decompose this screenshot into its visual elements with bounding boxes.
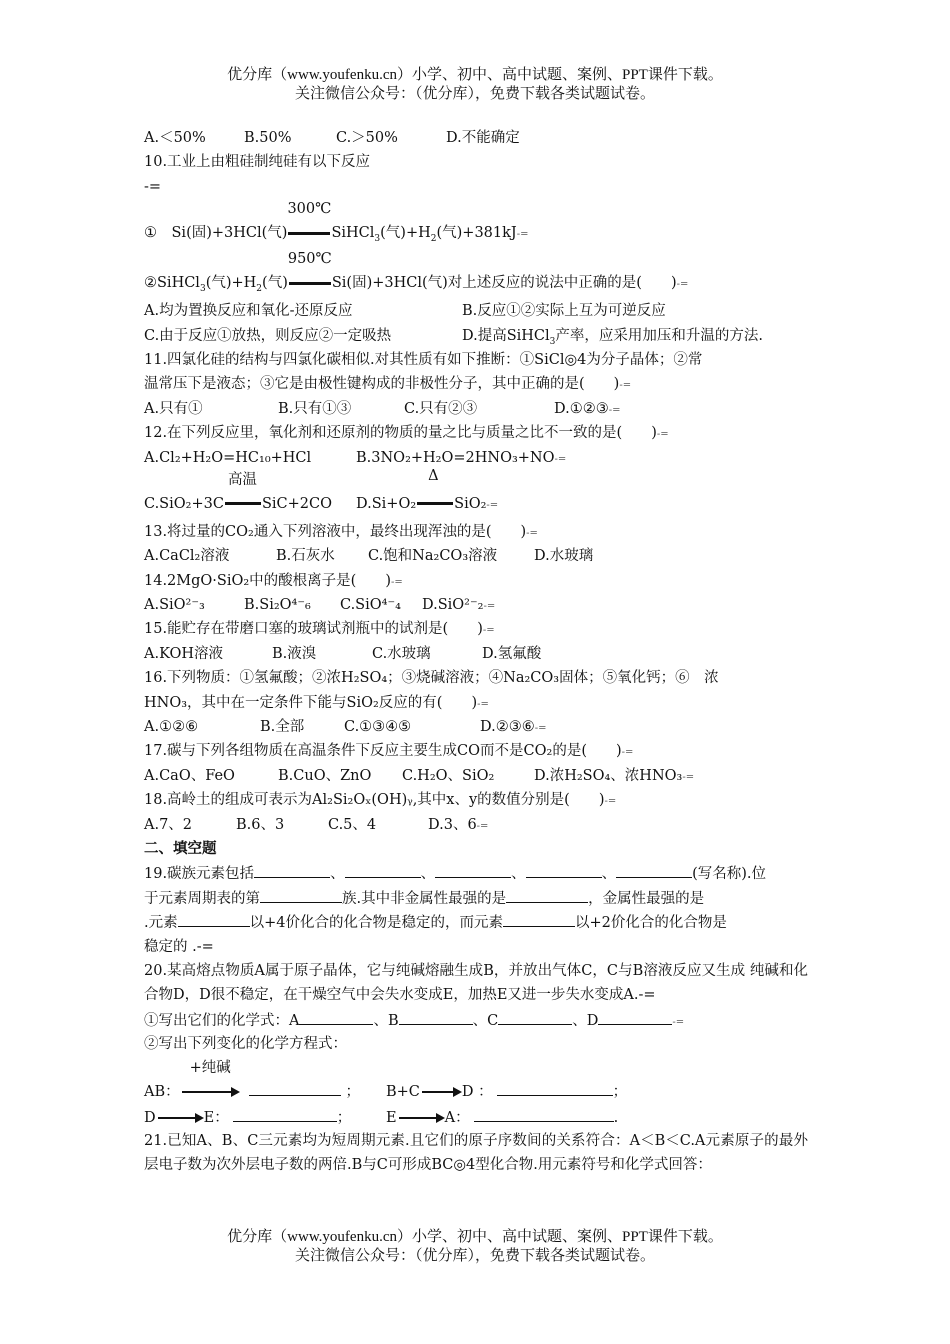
q14-stem-line bbox=[144, 569, 808, 593]
q19-blank-7[interactable] bbox=[506, 886, 588, 903]
q17-option-d: D.浓H₂SO₄、浓HNO₃ bbox=[534, 767, 683, 784]
q10-option-d-a: D.提高SiHCl bbox=[462, 327, 550, 344]
q9-option-a: A.＜50% bbox=[144, 130, 206, 146]
header-line-1: 优分库（www.youfenku.cn）小学、初中、高中试题、案例、PPT课件下载。 bbox=[227, 67, 723, 83]
q15-option-a: A.KOH溶液 bbox=[144, 645, 224, 662]
q10-r2-condition bbox=[287, 251, 332, 295]
q20-eq-row-2 bbox=[144, 1105, 808, 1129]
q10-reaction-2: ②SiHCl$_3$(气)$+H_2$(气) 950℃ Si(固)+3HCl(气)对上述反应的说法中正确的是( )-= bbox=[144, 271, 808, 299]
q17-option-a: A.CaO、FeO bbox=[144, 767, 235, 784]
arrow-right-icon bbox=[182, 1091, 238, 1093]
q9-options bbox=[144, 126, 808, 150]
q13-end: -= bbox=[526, 527, 538, 539]
q20-sub1-end: -= bbox=[672, 1016, 685, 1028]
equal-sign-icon bbox=[417, 502, 453, 505]
q19-text-1: 19.碳族元素包括 bbox=[144, 866, 255, 883]
q20-blank-ea[interactable] bbox=[474, 1105, 614, 1122]
equal-sign-icon bbox=[225, 502, 261, 505]
q12-option-d-a: D.Si+O₂ bbox=[356, 495, 417, 512]
q20-sub1-c: 、C bbox=[472, 1012, 499, 1029]
q10-r2-right: Si(固)+3HCl(气)对上述反应的说法中正确的是( ) bbox=[331, 275, 677, 292]
page-header bbox=[0, 66, 950, 104]
q18-option-b: B.6、3 bbox=[236, 816, 285, 833]
q19-blank-2[interactable] bbox=[345, 861, 421, 878]
q11-options bbox=[144, 397, 808, 421]
q14-option-b: B.Si₂O⁴⁻₆ bbox=[244, 597, 311, 614]
q9-option-c: C.＞50% bbox=[336, 130, 398, 146]
q20-de-right: E： bbox=[203, 1109, 229, 1126]
q10-r2-left-b: (气)+H bbox=[205, 275, 257, 292]
q20-ab-label: AB： bbox=[144, 1083, 180, 1100]
q15-option-b: B.液溴 bbox=[272, 645, 317, 662]
q20-bc-left: B+C bbox=[386, 1083, 420, 1100]
q10-r1-left: ① Si(固)+3HCl(气) bbox=[144, 225, 288, 242]
q21-text: 21.已知A、B、C三元素均为短周期元素.且它们的原子序数间的关系符合：A＜B＜C.A元素原子的最外层电子数为次外层电子数的两倍.B与C可形成BC◎4型化合物.用元素符号和化学式回答： bbox=[144, 1132, 808, 1174]
q17-option-c: C.H₂O、SiO₂ bbox=[402, 767, 495, 784]
q20-eq-row-1 bbox=[144, 1059, 808, 1105]
q16-option-d: D.②③⑥ bbox=[480, 719, 535, 736]
q10-option-b: B.反应①②实际上互为可逆反应 bbox=[462, 303, 666, 320]
q9-option-b: B.50% bbox=[244, 130, 292, 146]
q16-line-1: 16.下列物质：①氢氟酸；②浓H₂SO₄；③烧碱溶液；④Na₂CO₃固体；⑤氧化钙；⑥ 浓 bbox=[144, 670, 719, 687]
q17-end: -= bbox=[621, 747, 634, 759]
q20-semicolon: ； bbox=[612, 1083, 628, 1100]
q10-cond-300: 300℃ bbox=[287, 201, 332, 218]
q11-options-end: -= bbox=[608, 404, 621, 416]
q19-blank-3[interactable] bbox=[435, 861, 511, 878]
q17-option-b: B.CuO、ZnO bbox=[278, 767, 372, 784]
q12-ab-end: -= bbox=[554, 453, 567, 465]
q19-sep: 、 bbox=[511, 866, 526, 883]
q20-eq-ab bbox=[144, 1059, 386, 1104]
q14-option-c: C.SiO⁴⁻₄ bbox=[340, 597, 401, 614]
q20-blank-c[interactable] bbox=[498, 1008, 572, 1025]
q20-cond-soda: +纯碱 bbox=[189, 1059, 231, 1076]
q14-end: -= bbox=[391, 576, 403, 588]
q20-period: . bbox=[613, 1109, 619, 1126]
q20-blank-ab[interactable] bbox=[249, 1079, 341, 1096]
q19-line-2 bbox=[144, 886, 808, 910]
q11-line-1: 11.四氯化硅的结构与四氯化碳相似.对其性质有如下推断：①SiCl◎4为分子晶体；②常 bbox=[144, 351, 703, 368]
question-content bbox=[144, 126, 808, 1178]
q20-ea-right: A： bbox=[444, 1109, 470, 1126]
q10-r1-right-b: (气)+H bbox=[380, 225, 431, 242]
q19-text-10: .-= bbox=[192, 938, 214, 955]
q15-option-d: D.氢氟酸 bbox=[482, 645, 542, 662]
q20-sub-1 bbox=[144, 1008, 808, 1032]
q10-mark: -= bbox=[144, 178, 162, 195]
q15-option-c: C.水玻璃 bbox=[372, 645, 431, 662]
q10-r1-condition bbox=[287, 201, 332, 245]
q20-eq-ea bbox=[386, 1105, 618, 1130]
q20-blank-b[interactable] bbox=[399, 1008, 473, 1025]
q14-stem: 14.2MgO·SiO₂中的酸根离子是( ) bbox=[144, 572, 391, 589]
q18-options-end: -= bbox=[476, 820, 489, 832]
q14-options-end: -= bbox=[483, 601, 496, 613]
q12-option-c bbox=[144, 471, 356, 516]
q19-sep: 、 bbox=[601, 866, 617, 883]
q11-option-a: A.只有① bbox=[144, 400, 203, 417]
q12-option-c-a: C.SiO₂+3C bbox=[144, 495, 224, 512]
q10-option-d-b: 产率，应采用加压和升温的方法. bbox=[555, 327, 764, 344]
arrow-right-icon bbox=[399, 1117, 443, 1119]
q9-option-d: D.不能确定 bbox=[446, 130, 520, 146]
q20-bc-right: D ： bbox=[461, 1083, 493, 1100]
q16-stem: HNO₃，其中在一定条件下能与SiO₂反应的有( ) bbox=[144, 694, 478, 711]
q16-options-end: -= bbox=[534, 723, 547, 735]
q10-options-cd bbox=[144, 324, 808, 348]
q19-text-5: ，金属性最强的是 bbox=[588, 890, 705, 907]
q12-options-cd bbox=[144, 467, 808, 520]
q14-option-a: A.SiO²⁻₃ bbox=[144, 597, 205, 614]
q12-condition-heat bbox=[416, 467, 454, 516]
q19-text-3: 于元素周期表的第 bbox=[144, 890, 260, 907]
q16-options bbox=[144, 715, 808, 739]
q19-text-4: 族.其中非金属性最强的是 bbox=[342, 890, 507, 907]
q12-stem: 12.在下列反应里，氧化剂和还原剂的物质的量之比与质量之比不一致的是( ) bbox=[144, 425, 657, 442]
q18-option-c: C.5、4 bbox=[328, 816, 377, 833]
q19-line-4 bbox=[144, 935, 808, 959]
q19-text-9: 稳定的 bbox=[144, 938, 188, 955]
q20-ea-left: E bbox=[386, 1109, 397, 1126]
header-line-2: 关注微信公众号：（优分库），免费下载各类试题试卷。 bbox=[294, 86, 655, 102]
q19-blank-8[interactable] bbox=[178, 910, 250, 927]
q20-semicolon: ； bbox=[336, 1109, 352, 1126]
q14-option-d: D.SiO²⁻₂ bbox=[422, 597, 484, 614]
q10-r1-end: -= bbox=[516, 229, 529, 241]
q18-option-a: A.7、2 bbox=[144, 816, 193, 833]
q19-line-1 bbox=[144, 861, 808, 885]
q18-option-d: D.3、6 bbox=[428, 816, 477, 833]
q19-sep: 、 bbox=[420, 866, 436, 883]
q17-options bbox=[144, 764, 808, 788]
q13-stem-line bbox=[144, 520, 808, 544]
q10-r1-right-c: (气)+381kJ bbox=[436, 225, 517, 242]
q11-option-d: D.①②③ bbox=[554, 400, 609, 417]
q10-cond-950: 950℃ bbox=[287, 251, 332, 268]
q15-stem: 15.能贮存在带磨口塞的玻璃试剂瓶中的试剂是( ) bbox=[144, 621, 483, 638]
q12-cond-high: 高温 bbox=[227, 471, 257, 488]
q20-text: 20.某高熔点物质A属于原子晶体，它与纯碱熔融生成B，并放出气体C，C与B溶液反应又生成 纯碱和化合物D，D很不稳定，在干燥空气中会失水变成E，加热E又进一步失水变成A.-= bbox=[144, 962, 808, 1004]
q20-eq-de bbox=[144, 1105, 386, 1130]
q20-blank-bc[interactable] bbox=[497, 1079, 613, 1096]
q17-stem: 17.碳与下列各组物质在高温条件下反应主要生成CO而不是CO₂的是( ) bbox=[144, 743, 622, 760]
q13-option-b: B.石灰水 bbox=[276, 548, 335, 565]
q10-r2-left: ②SiHCl bbox=[144, 275, 200, 292]
q20-blank-a[interactable] bbox=[299, 1008, 373, 1025]
q19-text-8: 以+2价化合的化合物是 bbox=[574, 915, 727, 932]
q20-blank-de[interactable] bbox=[233, 1105, 337, 1122]
q20-sub1-d: 、D bbox=[572, 1012, 599, 1029]
q17-stem-line bbox=[144, 739, 808, 763]
q16-line-2 bbox=[144, 691, 808, 715]
q19-blank-9[interactable] bbox=[503, 910, 575, 927]
q14-options bbox=[144, 593, 808, 617]
q19-text-6: .元素 bbox=[144, 915, 178, 932]
q12-cond-delta: Δ bbox=[428, 467, 439, 484]
q20-semicolon: ； bbox=[345, 1083, 360, 1100]
q10-stem: 10.工业上由粗硅制纯硅有以下反应 bbox=[144, 154, 371, 171]
q11-stem: 温常压下是液态；③它是由极性键构成的非极性分子，其中正确的是( ) bbox=[144, 376, 620, 393]
q11-option-c: C.只有②③ bbox=[404, 400, 478, 417]
q20-de-left: D bbox=[144, 1109, 156, 1126]
q10-r2-end: -= bbox=[676, 279, 689, 291]
q15-options bbox=[144, 642, 808, 666]
q19-text-7: 以+4价化合的化合物是稳定的，而元素 bbox=[249, 915, 503, 932]
q12-condition-high-temp bbox=[224, 471, 262, 516]
q20-sub1-b: 、B bbox=[373, 1012, 399, 1029]
q11-option-b: B.只有①③ bbox=[278, 400, 352, 417]
page-footer bbox=[0, 1228, 950, 1266]
q11-line-2 bbox=[144, 372, 808, 396]
equal-sign-icon bbox=[288, 232, 330, 235]
arrow-right-icon bbox=[422, 1091, 460, 1093]
q16-option-a: A.①②⑥ bbox=[144, 719, 199, 736]
q10-reaction-1: ① Si(固)+3HCl(气) 300℃ SiHCl$_3$(气)$+H_2$(气)+381kJ-= bbox=[144, 221, 808, 249]
q12-stem-line bbox=[144, 421, 808, 445]
q16-end: -= bbox=[477, 698, 489, 710]
q20-eq-bc bbox=[386, 1079, 627, 1104]
footer-line-2: 关注微信公众号：（优分库），免费下载各类试题试卷。 bbox=[294, 1248, 655, 1264]
q12-cd-end: -= bbox=[486, 499, 499, 511]
q10-option-d: D.提高SiHCl$_3$产率，应采用加压和升温的方法. bbox=[462, 327, 764, 347]
q19-blank-5[interactable] bbox=[616, 861, 692, 878]
q18-end: -= bbox=[604, 796, 617, 808]
q12-option-a: A.Cl₂+H₂O=HC₁₀+HCl bbox=[144, 449, 312, 466]
q18-stem: 18.高岭土的组成可表示为Al₂Si₂Oₓ(OH)ᵧ,其中x、y的数值分别是( ) bbox=[144, 792, 605, 809]
q13-option-c: C.饱和Na₂CO₃溶液 bbox=[368, 548, 498, 565]
q15-end: -= bbox=[482, 625, 495, 637]
q16-option-c: C.①③④⑤ bbox=[344, 719, 412, 736]
q16-option-b: B.全部 bbox=[260, 719, 305, 736]
q19-blank-1[interactable] bbox=[254, 861, 330, 878]
q20-sub-2: ②写出下列变化的化学方程式： bbox=[144, 1036, 347, 1053]
q12-end: -= bbox=[656, 429, 669, 441]
q12-options-ab bbox=[144, 446, 808, 470]
q18-stem-line bbox=[144, 788, 808, 812]
equal-sign-icon bbox=[289, 282, 331, 285]
q19-sep: 、 bbox=[330, 866, 345, 883]
q10-option-c: C.由于反应①放热，则反应②一定吸热 bbox=[144, 327, 392, 344]
q20-blank-d[interactable] bbox=[598, 1008, 672, 1025]
arrow-right-icon bbox=[158, 1117, 202, 1119]
q12-option-d-b: SiO₂ bbox=[454, 495, 487, 512]
q13-stem: 13.将过量的CO₂通入下列溶液中，最终出现浑浊的是( ) bbox=[144, 523, 527, 540]
q12-option-b: B.3NO₂+H₂O=2HNO₃+NO bbox=[356, 449, 555, 466]
q19-text-2: (写名称).位 bbox=[692, 866, 766, 883]
q10-r1-right: SiHCl bbox=[331, 225, 375, 242]
q20-sub1-a: ①写出它们的化学式：A bbox=[144, 1012, 300, 1029]
q15-stem-line bbox=[144, 617, 808, 641]
q12-option-d bbox=[356, 467, 499, 518]
q13-options bbox=[144, 544, 808, 568]
q20-ab-condition bbox=[180, 1059, 240, 1104]
q10-r2-left-c: (气) bbox=[262, 275, 288, 292]
q17-options-end: -= bbox=[682, 771, 695, 783]
q12-option-c-b: SiC+2CO bbox=[261, 495, 332, 512]
footer-line-1: 优分库（www.youfenku.cn）小学、初中、高中试题、案例、PPT课件下载。 bbox=[227, 1229, 723, 1245]
q19-blank-4[interactable] bbox=[526, 861, 602, 878]
q19-line-3 bbox=[144, 910, 808, 934]
q18-options bbox=[144, 813, 808, 837]
q19-blank-6[interactable] bbox=[260, 886, 342, 903]
q13-option-d: D.水玻璃 bbox=[534, 548, 594, 565]
q11-end: -= bbox=[619, 380, 632, 392]
q13-option-a: A.CaCl₂溶液 bbox=[144, 548, 230, 565]
section-fill-in-title: 二、填空题 bbox=[144, 840, 217, 857]
q10-option-a: A.均为置换反应和氧化-还原反应 bbox=[144, 303, 353, 320]
q10-options-ab bbox=[144, 299, 808, 323]
